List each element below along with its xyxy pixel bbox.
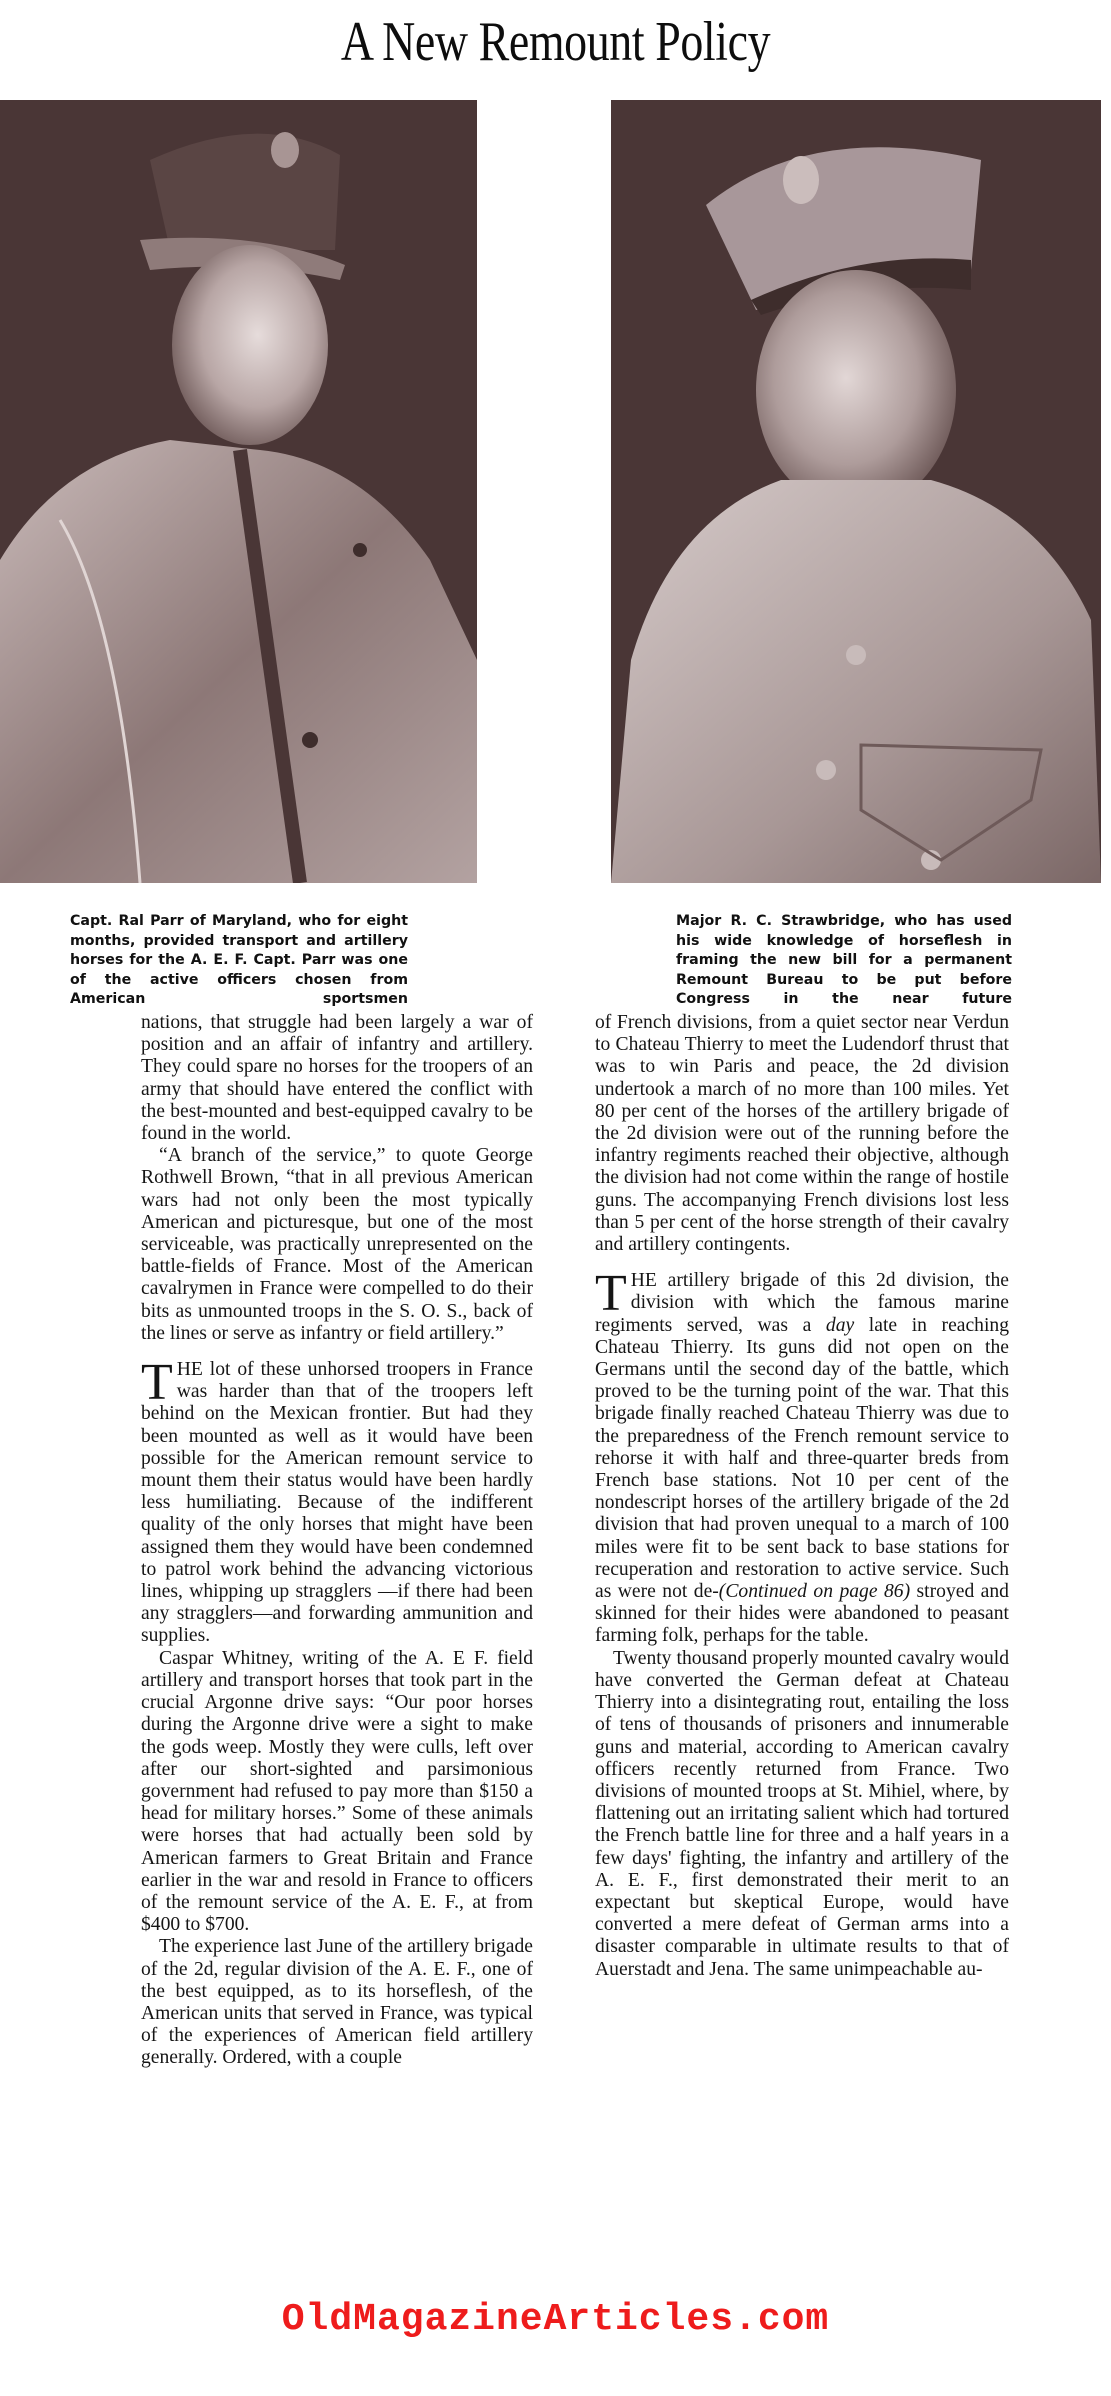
photo-caption-major-strawbridge: Major R. C. Strawbridge, who has used his wide knowledge of horseflesh in framing the new bill for a permanent Remount Bureau to be put before Congress in the near future [676,913,1012,1008]
paragraph: of French divisions, from a quiet sector near Verdun to Chateau Thierry to meet the Ludendorf thrust that was to win Paris and peace, the 2d division undertook a march of no more than 100 miles. Yet 80 per cent of the horses of the artillery brigade of the 2d division were out of the running before the infantry regiments reached their objective, although the division had not come within the range of hostile guns. The accompanying French divisions lost less than 5 per cent of the horse strength of their cavalry and artillery contingents. [595,1012,1009,1256]
paragraph: Twenty thousand properly mounted cavalry would have converted the German defeat at Chateau Thierry into a disintegrating rout, entailing the loss of tens of thousands of prisoners and innumerable guns and material, according to American cavalry officers recently returned from France. Two divisions of mounted troops at St. Mihiel, where, by flattening out an irritating salient which had tortured the French battle line for three and a half years in a few days' fighting, the infantry and artillery of the A. E. F., first demonstrated their merit to an expectant but skeptical Europe, would have converted a mere defeat of German arms into a disaster comparable in ultimate results to that of Auerstadt and Jena. The same unimpeachable au- [595,1647,1009,1980]
paragraph-dropcap [595,1265,1009,1647]
portrait-photo-officer-in-uniform-icon [611,100,1101,883]
watermark-site-name[interactable]: OldMagazineArticles.com [281,2298,830,2341]
paragraph-text: late in reaching Chateau Thierry. Its guns did not open on the Germans until the second day of the battle, which proved to be the turning point of the war. That this brigade finally reached Chateau Thierry was due to the preparedness of the French remount service to rehorse it with half and three-quarter breds from French base stations. Not 10 per cent of the nondescript horses of the artillery brigade of the 2d division that had proven unequal to a march of 100 miles were fit to be sent back to base stations for recuperation and restoration to active service. Such as were not de- [595,1314,1009,1603]
paragraph: “A branch of the service,” to quote George Rothwell Brown, “that in all previous American wars had not only been the most typically American and picturesque, but one of the most serviceable, was practically unrepresented on the battle-fields of France. Most of the American cavalrymen in France were compelled to do their bits as unmounted troops in the S. O. S., back of the lines or serve as infantry or field artillery.” [141,1145,533,1344]
paragraph: The experience last June of the artillery brigade of the 2d, regular division of the A. E. F., one of the best equipped, as to its horseflesh, of the American units that served in France, was typical of the experiences of American field artillery generally. Ordered, with a couple [141,1936,533,2069]
article-column-right [595,1012,1009,1981]
continued-link[interactable]: (Continued on page 86) [718,1581,911,1603]
paragraph: nations, that struggle had been largely a war of position and an affair of infantry and artillery. They could spare no horses for the troopers of an army that should have entered the conflict with the best-mounted and best-equipped cavalry to be found in the world. [141,1012,533,1145]
portrait-photo-officer-in-leather-coat-icon [0,100,477,883]
photo-capt-parr [0,100,477,883]
paragraph: Caspar Whitney, writing of the A. E F. field artillery and transport horses that took part in the crucial Argonne drive says: “Our poor horses during the Argonne drive were a sight to make the gods weep. Mostly they were culls, left over after our short-sighted and parsimonious government had refused to pay more than $150 a head for military horses.” Some of these animals were horses that had actually been sold by American farmers to Great Britain and France earlier in the war and resold in France to officers of the remount service of the A. E. F., at from $400 to $700. [141,1647,533,1936]
drop-cap: T [141,1354,173,1412]
emphasis: day [825,1314,855,1336]
paragraph-dropcap [141,1354,533,1648]
paragraph-text: HE artillery brigade of this 2d division, the division with which the famous marine regiments served, was a [595,1270,1009,1336]
article-title: A New Remount Policy [340,11,771,73]
article-column-left [141,1012,533,2070]
photo-caption-capt-parr: Capt. Ral Parr of Maryland, who for eight months, provided transport and artillery horses for the A. E. F. Capt. Parr was one of the active officers chosen from American sportsmen [70,913,408,1008]
drop-cap: T [595,1265,627,1323]
paragraph-text: stroyed and skinned for their hides were abandoned to peasant farming folk, perhaps for the table. [595,1581,1009,1647]
paragraph-text: HE lot of these unhorsed troopers in France was harder than that of the troopers left behind on the Mexican frontier. But had they been mounted as well as it would have been possible for the American remount service to mount them their status would have been hardly less humiliating. Because of the indifferent quality of the only horses that might have been assigned them they would have been condemned to patrol work behind the advancing victorious lines, whipping up stragglers —if there had been any stragglers—and forwarding ammunition and supplies. [141,1359,533,1647]
photo-major-strawbridge [611,100,1101,883]
